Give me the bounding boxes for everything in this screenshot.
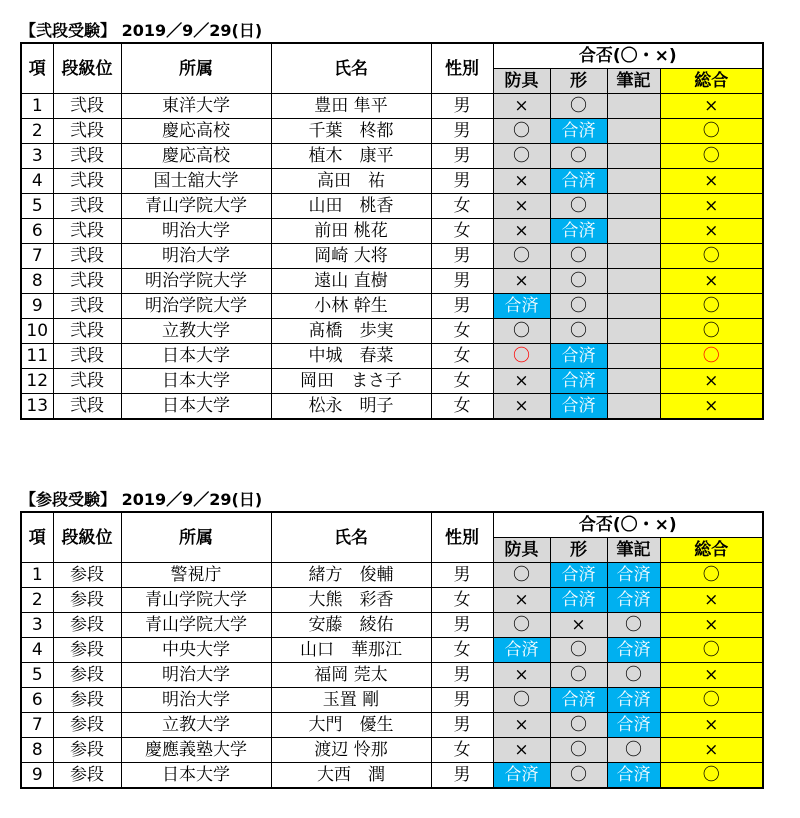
kata-result-cell: 合済 (550, 588, 607, 613)
sex-cell: 男 (431, 763, 493, 789)
written-result-cell: 合済 (607, 763, 660, 789)
total-result-cell: × (660, 169, 763, 194)
sex-cell: 男 (431, 169, 493, 194)
rank-cell: 弐段 (53, 194, 121, 219)
table-row (21, 613, 763, 638)
header-name: 氏名 (271, 512, 431, 563)
table-row (21, 294, 763, 319)
rank-cell: 弐段 (53, 94, 121, 119)
sex-cell: 男 (431, 144, 493, 169)
rank-cell: 参段 (53, 638, 121, 663)
written-result-cell: 合済 (607, 563, 660, 588)
armor-result-cell: × (493, 738, 550, 763)
total-result-cell: 〇 (660, 119, 763, 144)
row-number: 2 (21, 119, 53, 144)
affiliation-cell: 青山学院大学 (121, 194, 271, 219)
total-result-cell: 〇 (660, 294, 763, 319)
header-rank: 段級位 (53, 512, 121, 563)
name-cell: 渡辺 怜那 (271, 738, 431, 763)
row-number: 9 (21, 763, 53, 789)
affiliation-cell: 警視庁 (121, 563, 271, 588)
rank-cell: 参段 (53, 663, 121, 688)
sex-cell: 男 (431, 563, 493, 588)
sex-cell: 女 (431, 588, 493, 613)
armor-result-cell: 〇 (493, 688, 550, 713)
name-cell: 岡崎 大将 (271, 244, 431, 269)
affiliation-cell: 慶應義塾大学 (121, 738, 271, 763)
sex-cell: 男 (431, 613, 493, 638)
name-cell: 髙橋 歩実 (271, 319, 431, 344)
total-result-cell: × (660, 194, 763, 219)
affiliation-cell: 明治学院大学 (121, 269, 271, 294)
affiliation-cell: 東洋大学 (121, 94, 271, 119)
kata-result-cell: 〇 (550, 738, 607, 763)
name-cell: 山田 桃香 (271, 194, 431, 219)
sex-cell: 男 (431, 713, 493, 738)
sex-cell: 男 (431, 94, 493, 119)
name-cell: 大熊 彩香 (271, 588, 431, 613)
rank-cell: 弐段 (53, 294, 121, 319)
written-result-cell (607, 144, 660, 169)
armor-result-cell: 〇 (493, 563, 550, 588)
armor-result-cell: × (493, 194, 550, 219)
armor-result-cell: 合済 (493, 763, 550, 789)
header-armor: 防具 (493, 538, 550, 563)
kata-result-cell: 〇 (550, 144, 607, 169)
armor-result-cell: 〇 (493, 319, 550, 344)
affiliation-cell: 中央大学 (121, 638, 271, 663)
table-row (21, 119, 763, 144)
name-cell: 松永 明子 (271, 394, 431, 420)
row-number: 7 (21, 713, 53, 738)
total-result-cell: × (660, 219, 763, 244)
total-result-cell: × (660, 269, 763, 294)
table-row (21, 169, 763, 194)
kata-result-cell: 合済 (550, 369, 607, 394)
armor-result-cell: 〇 (493, 144, 550, 169)
kata-result-cell: 合済 (550, 688, 607, 713)
header-no: 項 (21, 43, 53, 94)
sandan-section (20, 489, 764, 789)
total-result-cell: × (660, 588, 763, 613)
name-cell: 岡田 まさ子 (271, 369, 431, 394)
affiliation-cell: 日本大学 (121, 369, 271, 394)
armor-result-cell: 合済 (493, 638, 550, 663)
sex-cell: 女 (431, 369, 493, 394)
row-number: 11 (21, 344, 53, 369)
name-cell: 中城 春菜 (271, 344, 431, 369)
sex-cell: 女 (431, 394, 493, 420)
table-row (21, 394, 763, 420)
name-cell: 遠山 直樹 (271, 269, 431, 294)
written-result-cell: 合済 (607, 688, 660, 713)
rank-cell: 弐段 (53, 319, 121, 344)
total-result-cell: × (660, 94, 763, 119)
kata-result-cell: 合済 (550, 119, 607, 144)
sex-cell: 男 (431, 294, 493, 319)
table-row (21, 344, 763, 369)
affiliation-cell: 立教大学 (121, 319, 271, 344)
row-number: 13 (21, 394, 53, 420)
table-row (21, 194, 763, 219)
sex-cell: 男 (431, 269, 493, 294)
name-cell: 植木 康平 (271, 144, 431, 169)
written-result-cell: 〇 (607, 738, 660, 763)
nidan-section (20, 20, 764, 420)
header-no: 項 (21, 512, 53, 563)
row-number: 3 (21, 144, 53, 169)
armor-result-cell: × (493, 219, 550, 244)
total-result-cell: 〇 (660, 144, 763, 169)
sex-cell: 男 (431, 119, 493, 144)
header-affiliation: 所属 (121, 43, 271, 94)
header-written: 筆記 (607, 538, 660, 563)
row-number: 4 (21, 638, 53, 663)
name-cell: 前田 桃花 (271, 219, 431, 244)
row-number: 4 (21, 169, 53, 194)
affiliation-cell: 慶応高校 (121, 119, 271, 144)
table-row (21, 688, 763, 713)
armor-result-cell: × (493, 369, 550, 394)
row-number: 3 (21, 613, 53, 638)
rank-cell: 参段 (53, 563, 121, 588)
row-number: 6 (21, 219, 53, 244)
table-row (21, 319, 763, 344)
written-result-cell (607, 244, 660, 269)
total-result-cell: 〇 (660, 344, 763, 369)
table-row (21, 663, 763, 688)
header-result-group: 合否(〇・×) (493, 512, 763, 538)
table-row (21, 269, 763, 294)
sex-cell: 女 (431, 319, 493, 344)
name-cell: 玉置 剛 (271, 688, 431, 713)
armor-result-cell: × (493, 663, 550, 688)
header-armor: 防具 (493, 69, 550, 94)
armor-result-cell: 〇 (493, 119, 550, 144)
kata-result-cell: 〇 (550, 94, 607, 119)
header-kata: 形 (550, 538, 607, 563)
kata-result-cell: 〇 (550, 319, 607, 344)
written-result-cell: 合済 (607, 588, 660, 613)
armor-result-cell: 〇 (493, 244, 550, 269)
header-sex: 性別 (431, 512, 493, 563)
rank-cell: 参段 (53, 688, 121, 713)
kata-result-cell: 〇 (550, 763, 607, 789)
name-cell: 千葉 柊都 (271, 119, 431, 144)
affiliation-cell: 青山学院大学 (121, 588, 271, 613)
table-row (21, 638, 763, 663)
written-result-cell (607, 269, 660, 294)
rank-cell: 弐段 (53, 169, 121, 194)
armor-result-cell: × (493, 588, 550, 613)
total-result-cell: × (660, 713, 763, 738)
total-result-cell: × (660, 369, 763, 394)
written-result-cell (607, 319, 660, 344)
row-number: 12 (21, 369, 53, 394)
written-result-cell (607, 219, 660, 244)
sex-cell: 男 (431, 688, 493, 713)
affiliation-cell: 明治大学 (121, 663, 271, 688)
row-number: 8 (21, 738, 53, 763)
header-total: 総合 (660, 69, 763, 94)
sex-cell: 女 (431, 219, 493, 244)
rank-cell: 弐段 (53, 369, 121, 394)
sex-cell: 女 (431, 194, 493, 219)
total-result-cell: × (660, 738, 763, 763)
kata-result-cell: 〇 (550, 713, 607, 738)
sex-cell: 女 (431, 738, 493, 763)
total-result-cell: 〇 (660, 563, 763, 588)
written-result-cell: 合済 (607, 638, 660, 663)
sex-cell: 女 (431, 638, 493, 663)
affiliation-cell: 日本大学 (121, 394, 271, 420)
table-row (21, 588, 763, 613)
header-sex: 性別 (431, 43, 493, 94)
written-result-cell: 合済 (607, 713, 660, 738)
table-row (21, 738, 763, 763)
kata-result-cell: 〇 (550, 294, 607, 319)
total-result-cell: 〇 (660, 319, 763, 344)
header-affiliation: 所属 (121, 512, 271, 563)
rank-cell: 弐段 (53, 394, 121, 420)
armor-result-cell: × (493, 269, 550, 294)
kata-result-cell: 〇 (550, 269, 607, 294)
row-number: 5 (21, 194, 53, 219)
affiliation-cell: 明治大学 (121, 244, 271, 269)
rank-cell: 弐段 (53, 219, 121, 244)
row-number: 6 (21, 688, 53, 713)
total-result-cell: × (660, 663, 763, 688)
name-cell: 福岡 莞太 (271, 663, 431, 688)
name-cell: 豊田 隼平 (271, 94, 431, 119)
affiliation-cell: 青山学院大学 (121, 613, 271, 638)
table-row (21, 713, 763, 738)
rank-cell: 弐段 (53, 119, 121, 144)
total-result-cell: 〇 (660, 638, 763, 663)
row-number: 2 (21, 588, 53, 613)
kata-result-cell: 合済 (550, 563, 607, 588)
written-result-cell (607, 394, 660, 420)
written-result-cell (607, 194, 660, 219)
total-result-cell: 〇 (660, 688, 763, 713)
armor-result-cell: × (493, 94, 550, 119)
name-cell: 大西 潤 (271, 763, 431, 789)
affiliation-cell: 日本大学 (121, 763, 271, 789)
kata-result-cell: 〇 (550, 638, 607, 663)
affiliation-cell: 慶応高校 (121, 144, 271, 169)
kata-result-cell: × (550, 613, 607, 638)
rank-cell: 弐段 (53, 269, 121, 294)
header-name: 氏名 (271, 43, 431, 94)
kata-result-cell: 〇 (550, 194, 607, 219)
row-number: 1 (21, 563, 53, 588)
affiliation-cell: 立教大学 (121, 713, 271, 738)
written-result-cell (607, 119, 660, 144)
armor-result-cell: 〇 (493, 613, 550, 638)
name-cell: 高田 祐 (271, 169, 431, 194)
armor-result-cell: × (493, 394, 550, 420)
name-cell: 小林 幹生 (271, 294, 431, 319)
armor-result-cell: × (493, 713, 550, 738)
rank-cell: 参段 (53, 763, 121, 789)
sex-cell: 男 (431, 663, 493, 688)
total-result-cell: × (660, 613, 763, 638)
written-result-cell (607, 369, 660, 394)
table-row (21, 219, 763, 244)
kata-result-cell: 〇 (550, 663, 607, 688)
written-result-cell (607, 294, 660, 319)
sandan-results-table (20, 511, 764, 789)
table-row (21, 94, 763, 119)
kata-result-cell: 合済 (550, 219, 607, 244)
written-result-cell: 〇 (607, 663, 660, 688)
header-written: 筆記 (607, 69, 660, 94)
table-row (21, 763, 763, 789)
written-result-cell: 〇 (607, 613, 660, 638)
row-number: 8 (21, 269, 53, 294)
name-cell: 大門 優生 (271, 713, 431, 738)
sex-cell: 男 (431, 244, 493, 269)
header-kata: 形 (550, 69, 607, 94)
section-title: 【弐段受験】 2019／9／29(日) (20, 21, 263, 40)
written-result-cell (607, 344, 660, 369)
written-result-cell (607, 94, 660, 119)
rank-cell: 弐段 (53, 244, 121, 269)
kata-result-cell: 合済 (550, 344, 607, 369)
name-cell: 安藤 綾佑 (271, 613, 431, 638)
written-result-cell (607, 169, 660, 194)
section-title: 【参段受験】 2019／9／29(日) (20, 490, 263, 509)
sex-cell: 女 (431, 344, 493, 369)
table-row (21, 369, 763, 394)
name-cell: 山口 華那江 (271, 638, 431, 663)
table-row (21, 244, 763, 269)
kata-result-cell: 〇 (550, 244, 607, 269)
rank-cell: 参段 (53, 738, 121, 763)
affiliation-cell: 明治大学 (121, 688, 271, 713)
rank-cell: 参段 (53, 588, 121, 613)
table-row (21, 144, 763, 169)
total-result-cell: 〇 (660, 244, 763, 269)
affiliation-cell: 明治大学 (121, 219, 271, 244)
rank-cell: 弐段 (53, 344, 121, 369)
name-cell: 緒方 俊輔 (271, 563, 431, 588)
nidan-results-table (20, 42, 764, 420)
header-rank: 段級位 (53, 43, 121, 94)
armor-result-cell: 〇 (493, 344, 550, 369)
kata-result-cell: 合済 (550, 169, 607, 194)
rank-cell: 参段 (53, 613, 121, 638)
header-result-group: 合否(〇・×) (493, 43, 763, 69)
table-row (21, 563, 763, 588)
header-total: 総合 (660, 538, 763, 563)
row-number: 9 (21, 294, 53, 319)
total-result-cell: × (660, 394, 763, 420)
row-number: 7 (21, 244, 53, 269)
rank-cell: 参段 (53, 713, 121, 738)
total-result-cell: 〇 (660, 763, 763, 789)
affiliation-cell: 日本大学 (121, 344, 271, 369)
rank-cell: 弐段 (53, 144, 121, 169)
row-number: 10 (21, 319, 53, 344)
affiliation-cell: 国士舘大学 (121, 169, 271, 194)
armor-result-cell: 合済 (493, 294, 550, 319)
row-number: 1 (21, 94, 53, 119)
row-number: 5 (21, 663, 53, 688)
armor-result-cell: × (493, 169, 550, 194)
kata-result-cell: 合済 (550, 394, 607, 420)
affiliation-cell: 明治学院大学 (121, 294, 271, 319)
